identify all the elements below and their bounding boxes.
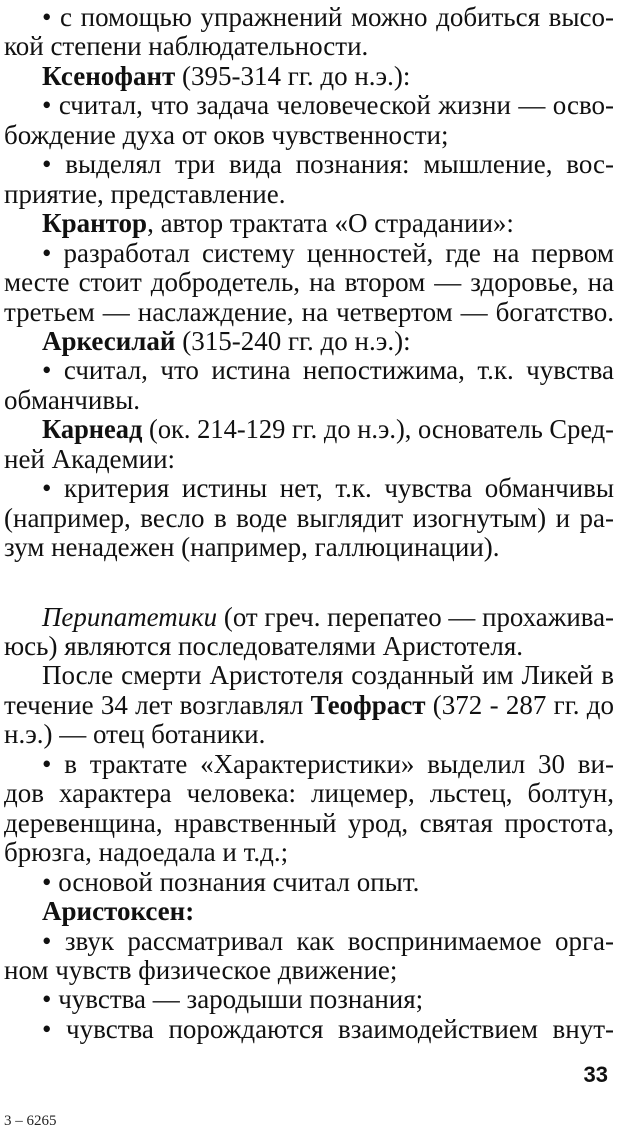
text-run: (315-240 гг. до н.э.):: [175, 325, 411, 356]
text-run: • чувства порождаются взаимодействием внут-: [42, 1013, 614, 1044]
text-run: (395-314 гг. до н.э.):: [175, 60, 411, 91]
line-text: [4, 530, 500, 564]
text-run: • считал, что задача человеческой жизни — осво-: [42, 90, 614, 121]
text-run: • разработал систему ценностей, где на первом: [42, 237, 614, 268]
text-run: • основой познания считал опыт.: [42, 866, 420, 897]
text-run: бождение духа от оков чувственности;: [4, 119, 449, 150]
text-run: месте стоит добродетель, на втором — здоровье, на: [4, 267, 614, 298]
bold-term: Ксенофант: [42, 60, 176, 91]
line-text: [42, 1012, 614, 1046]
text-run: брюзга, надоедала и т.д.;: [4, 837, 289, 868]
text-run: • чувства — зародыши познания;: [42, 984, 424, 1015]
text-run: • считал, что истина непостижима, т.к. чувства: [42, 355, 614, 386]
text-run: ней Академии:: [4, 443, 176, 474]
bold-term: Крантор: [42, 208, 148, 239]
text-run: • с помощью упражнений можно добиться высо-: [42, 2, 614, 32]
bold-term: Аркесилай: [42, 325, 176, 356]
text-run: деревенщина, нравственный урод, святая простота,: [4, 807, 614, 838]
text-run: течение 34 лет возглавлял: [4, 689, 311, 720]
text-run: н.э.) — отец ботаники.: [4, 719, 266, 750]
text-line: [0, 530, 620, 564]
bold-term: Карнеад: [42, 414, 143, 445]
text-run: (ок. 214-129 гг. до н.э.), основатель Сред-: [142, 414, 614, 445]
bold-term: Теофраст: [310, 689, 426, 720]
text-run: После смерти Аристотеля созданный им Ликей в: [42, 660, 614, 691]
text-run: , автор трактата «О страдании»:: [147, 208, 514, 239]
text-run: • критерия истины нет, т.к. чувства обманчивы: [42, 473, 614, 504]
text-run: ном чувств физическое движение;: [4, 954, 398, 985]
text-line: [0, 1012, 620, 1046]
text-run: дов характера человека: лицемер, льстец, болтун,: [4, 778, 614, 809]
text-run: • выделял три вида познания: мышление, вос-: [42, 149, 614, 180]
text-run: третьем — наслаждение, на четвертом — богатство.: [4, 296, 614, 327]
text-run: (372 - 287 гг. до: [425, 689, 614, 720]
text-run: юсь) являются последователями Аристотеля.: [4, 631, 524, 661]
text-run: • в трактате «Характеристики» выделил 30 ви-: [42, 748, 614, 779]
text-run: • звук рассматривал как воспринимаемое орга-: [42, 925, 614, 956]
text-run: зум ненадежен (например, галлюцинации).: [4, 532, 500, 563]
bold-term: Аристоксен:: [42, 896, 195, 927]
text-run: обманчивы.: [4, 384, 140, 415]
text-run: (от греч. перепатео — прохажива-: [217, 601, 615, 632]
text-run: приятие, представление.: [4, 178, 286, 209]
italic-term: Перипатетики: [42, 601, 218, 632]
printer-signature: 3 – 6265: [4, 1113, 57, 1129]
text-run: (например, весло в воде выглядит изогнутым) и ра-: [4, 502, 614, 533]
page-number: 33: [583, 1062, 608, 1087]
text-run: кой степени наблюдательности.: [4, 31, 369, 62]
